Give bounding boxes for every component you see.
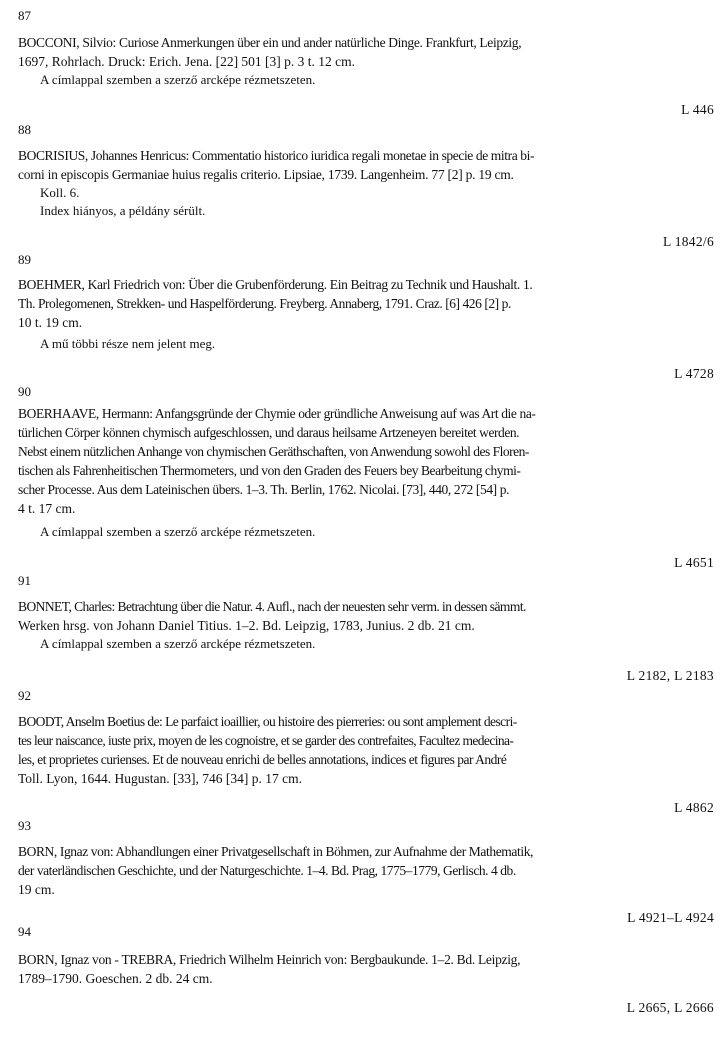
catalog-entry [18,252,718,353]
entry-number: 91 [18,573,31,588]
entry-description [18,146,718,184]
entry-description [18,275,718,332]
entry-note: A címlappal szemben a szerző arcképe rézmetszeten. [40,72,316,87]
entry-description [18,597,718,635]
entry-line: BORN, Ignaz von - TREBRA, Friedrich Wilhelm Heinrich von: Bergbaukunde. 1–2. Bd. Leipzig, [18,952,521,967]
library-signature: L 4921–L 4924 [627,910,714,925]
entry-description [18,404,718,518]
entry-number: 89 [18,252,31,267]
entry-line: BOCCONI, Silvio: Curiose Anmerkungen über ein und ander natürliche Dinge. Frankfurt, Leipzig, [18,35,522,50]
catalog-entry [18,8,718,89]
entry-line: Th. Prolegomenen, Strekken- und Haspelförderung. Freyberg. Annaberg, 1791. Craz. [6] 426 [2] p. [18,296,511,311]
entry-number: 88 [18,122,31,137]
entry-number: 87 [18,8,31,23]
entry-line: BORN, Ignaz von: Abhandlungen einer Privatgesellschaft in Böhmen, zur Aufnahme der Mathematik, [18,844,534,859]
entry-description [18,712,718,788]
entry-note: A címlappal szemben a szerző arcképe rézmetszeten. [40,524,316,539]
library-signature: L 1842/6 [662,234,714,249]
entry-number: 92 [18,688,31,703]
entry-number: 94 [18,924,31,939]
entry-description [18,33,718,71]
library-signature: L 4862 [674,800,714,815]
entry-line: tes leur naiscance, iuste prix, moyen de les cognoistre, et se garder des contrefaites, Facultez medecina- [18,733,514,748]
catalog-entry [18,688,718,788]
entry-note: Koll. 6. [40,185,80,200]
entry-note: Index hiányos, a példány sérült. [40,203,206,218]
entry-line: BOODT, Anselm Boetius de: Le parfaict ioaillier, ou histoire des pierreries: ou sont amplement descri- [18,714,517,729]
entry-note: A mű többi része nem jelent meg. [40,336,216,351]
entry-line: 4 t. 17 cm. [18,501,76,516]
entry-note: A címlappal szemben a szerző arcképe rézmetszeten. [40,636,316,651]
entry-notes [18,184,718,220]
entry-line: BOCRISIUS, Johannes Henricus: Commentatio historico iuridica regali monetae in specie de mitra bi- [18,148,535,163]
catalog-entry [18,384,718,541]
catalog-entry [18,924,718,988]
entry-line: BONNET, Charles: Betrachtung über die Natur. 4. Aufl., nach der neuesten sehr verm. in dessen sämmt. [18,599,526,614]
entry-number: 90 [18,384,31,399]
entry-line: scher Processe. Aus dem Lateinischen übers. 1–3. Th. Berlin, 1762. Nicolai. [73], 440, 272 [54] p. [18,482,510,497]
catalog-entry [18,122,718,220]
entry-line: 1697, Rohrlach. Druck: Erich. Jena. [22] 501 [3] p. 3 t. 12 cm. [18,54,356,69]
entry-line: 1789–1790. Goeschen. 2 db. 24 cm. [18,971,213,986]
entry-notes [18,335,718,353]
entry-line: der vaterländischen Geschichte, und der Naturgeschichte. 1–4. Bd. Prag, 1775–1779, Gerlisch. 4 db. [18,863,516,878]
entry-line: BOERHAAVE, Hermann: Anfangsgründe der Chymie oder gründliche Anweisung auf was Art die na- [18,406,536,421]
entry-description [18,950,718,988]
library-signature: L 2182, L 2183 [626,668,714,683]
entry-description [18,842,718,899]
entry-line: 10 t. 19 cm. [18,315,83,330]
catalog-entry [18,818,718,899]
entry-notes [18,635,718,653]
entry-line: türlichen Cörper können chymisch aufgeschlossen, und daraus heilsame Artzeneyen bereitet werden. [18,425,520,440]
library-signature: L 4728 [674,366,714,381]
entry-line: BOEHMER, Karl Friedrich von: Über die Grubenförderung. Ein Beitrag zu Technik und Haushalt. 1. [18,277,533,292]
entry-line: corni in episcopis Germaniae huius regalis criterio. Lipsiae, 1739. Langenheim. 77 [2] p. 19 cm. [18,167,514,182]
entry-line: les, et proprietes curienses. Et de nouveau enrichi de belles annotations, indices et figures par André [18,752,507,767]
entry-line: 19 cm. [18,882,55,897]
library-signature: L 2665, L 2666 [626,1000,714,1015]
entry-line: tischen als Fahrenheitischen Thermometers, und von den Graden des Feuers bey Bearbeitung chymi- [18,463,521,478]
entry-line: Toll. Lyon, 1644. Hugustan. [33], 746 [34] p. 17 cm. [18,771,303,786]
entry-notes [18,523,718,541]
entry-number: 93 [18,818,31,833]
entry-notes [18,71,718,89]
entry-line: Werken hrsg. von Johann Daniel Titius. 1–2. Bd. Leipzig, 1783, Junius. 2 db. 21 cm. [18,618,475,633]
entry-line: Nebst einem nützlichen Anhange von chymischen Geräthschaften, von Anwendung sowohl des Floren- [18,444,529,459]
library-signature: L 446 [681,102,714,117]
library-signature: L 4651 [674,555,714,570]
catalog-entry [18,573,718,653]
